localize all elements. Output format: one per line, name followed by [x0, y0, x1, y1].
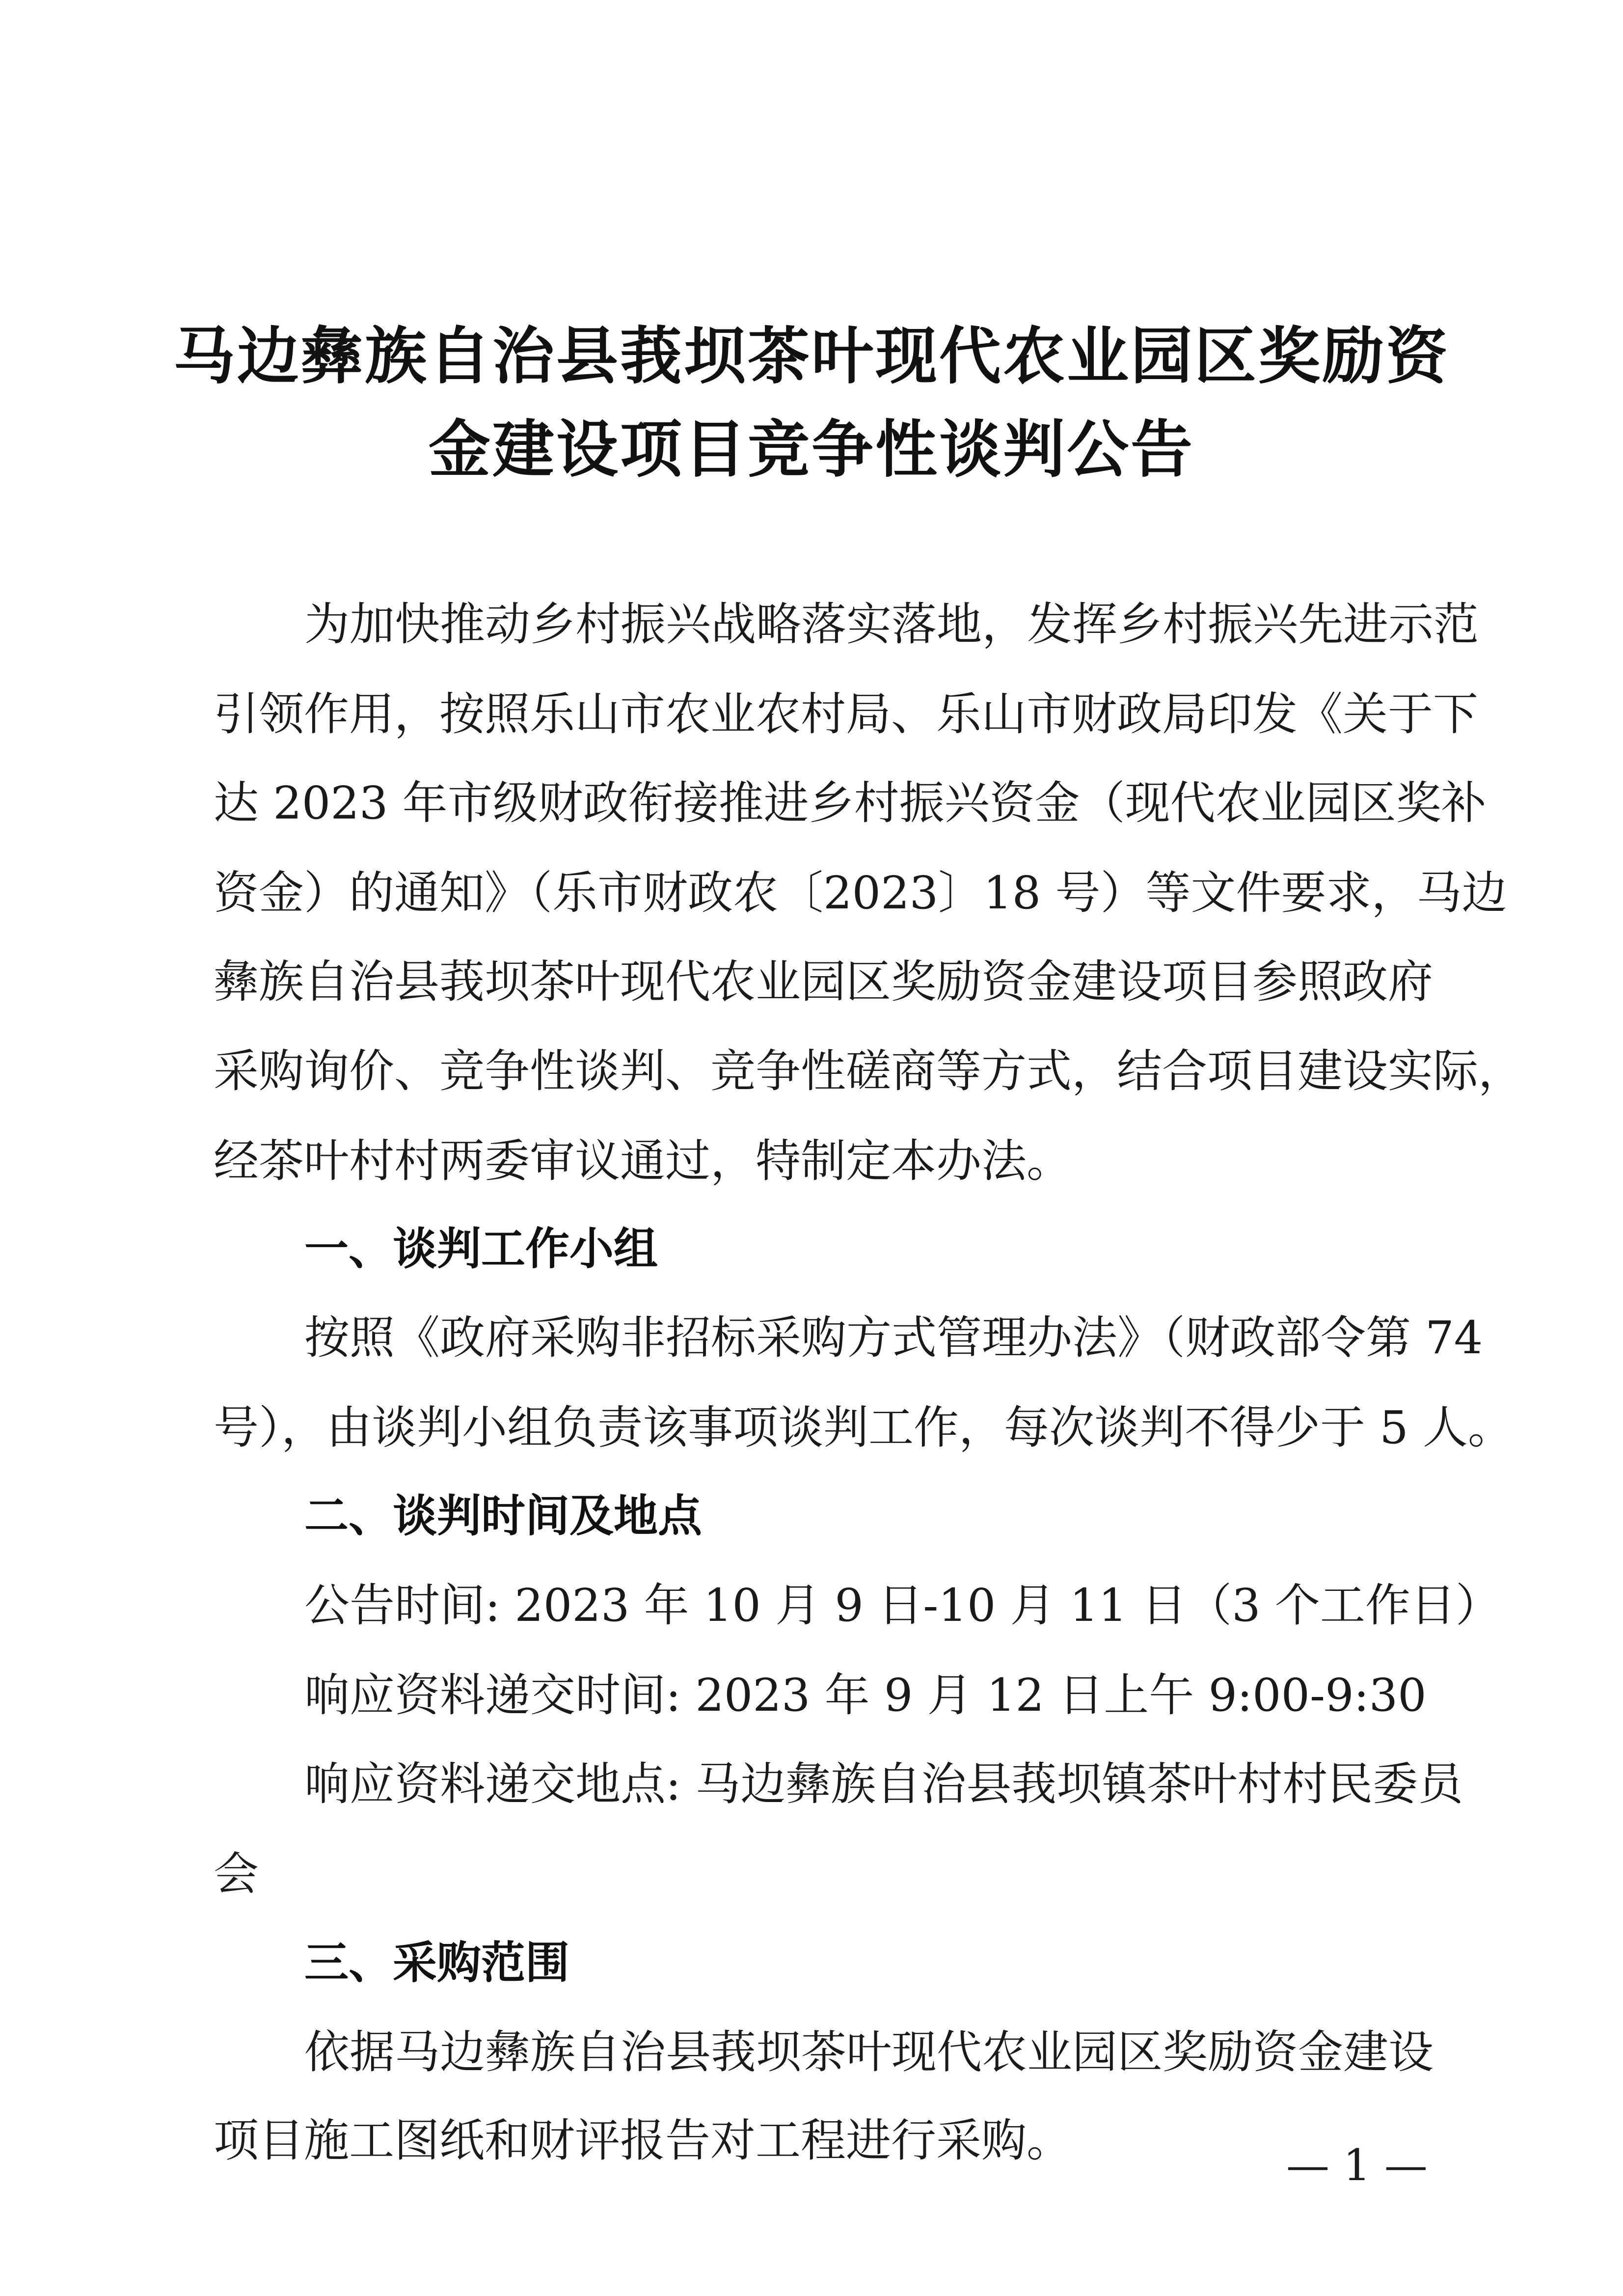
section-3-heading: 三、采购范围	[304, 1937, 569, 1989]
section-2-heading: 二、谈判时间及地点	[304, 1490, 702, 1542]
notice-time: 公告时间: 2023 年 10 月 9 日-10 月 11 日（3 个工作日）	[304, 1579, 1501, 1632]
document-title-line-1: 马边彝族自治县莪坝茶叶现代农业园区奖励资	[173, 320, 1450, 392]
intro-line-2: 引领作用，按照乐山市农业农村局、乐山市财政局印发《关于下	[214, 688, 1479, 740]
section-3-line-1: 依据马边彝族自治县莪坝茶叶现代农业园区奖励资金建设	[304, 2026, 1434, 2078]
page-number: — 1 —	[1286, 2140, 1428, 2190]
section-1-line-2: 号），由谈判小组负责该事项谈判工作，每次谈判不得少于 5 人。	[214, 1401, 1514, 1454]
section-1-heading: 一、谈判工作小组	[304, 1223, 658, 1275]
intro-line-3: 达 2023 年市级财政衔接推进乡村振兴资金（现代农业园区奖补	[214, 777, 1487, 829]
submit-place-line-2: 会	[214, 1848, 259, 1900]
intro-line-1: 为加快推动乡村振兴战略落实落地，发挥乡村振兴先进示范	[304, 598, 1479, 651]
submit-time: 响应资料递交时间: 2023 年 9 月 12 日上午 9:00-9:30	[304, 1669, 1427, 1722]
intro-line-5: 彝族自治县莪坝茶叶现代农业园区奖励资金建设项目参照政府	[214, 956, 1434, 1008]
section-1-line-1: 按照《政府采购非招标采购方式管理办法》（财政部令第 74	[304, 1312, 1483, 1364]
intro-line-6: 采购询价、竞争性谈判、竞争性磋商等方式，结合项目建设实际，	[214, 1045, 1524, 1097]
submit-place-line-1: 响应资料递交地点: 马边彝族自治县莪坝镇茶叶村村民委员	[304, 1758, 1463, 1810]
intro-line-7: 经茶叶村村两委审议通过，特制定本办法。	[214, 1135, 1072, 1187]
section-3-line-2: 项目施工图纸和财评报告对工程进行采购。	[214, 2114, 1072, 2167]
intro-line-4: 资金）的通知》（乐市财政农〔2023〕18 号）等文件要求，马边	[214, 867, 1507, 919]
document-title-line-2: 金建设项目竞争性谈判公告	[429, 413, 1194, 486]
